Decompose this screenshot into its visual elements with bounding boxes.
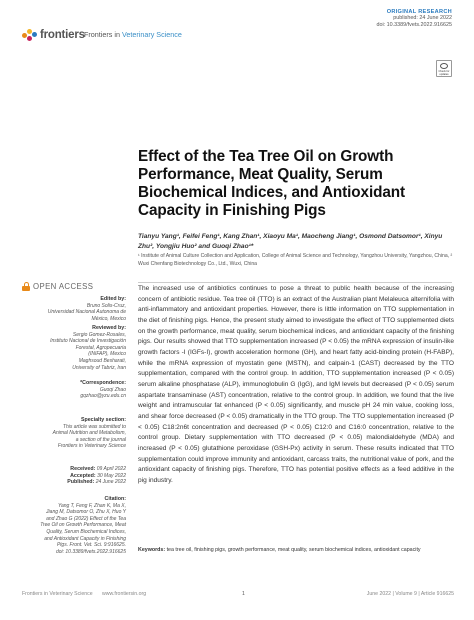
editor-line: Bruno Solis-Cruz, xyxy=(86,302,126,309)
article-doi[interactable]: doi: 10.3389/fvets.2022.916625 xyxy=(376,22,452,28)
frontiers-logo[interactable] xyxy=(22,28,85,42)
specialty-line: Frontiers in Veterinary Science xyxy=(57,443,126,450)
footer-site[interactable]: www.frontiersin.org xyxy=(102,591,147,597)
citation-section xyxy=(16,496,126,555)
correspondence-label: *Correspondence: xyxy=(80,380,126,386)
citation-line: and Zhao G (2022) Effect of the Tea xyxy=(46,515,126,522)
journal-prefix: Frontiers in xyxy=(84,30,120,39)
editor-line: Universidad Nacional Autonoma de xyxy=(47,309,126,316)
article-type: ORIGINAL RESEARCH xyxy=(386,9,452,15)
reviewer-line: (INIFAP), Mexico xyxy=(88,351,126,358)
author-list: Tianyu Yang¹, Feifei Feng¹, Kang Zhan¹, Xiaoyu Ma¹, Maocheng Jiang¹, Osmond Datsomor¹, Xinyu Zhu², Yongjiu Huo² and Guoqi Zhao¹* xyxy=(138,233,443,250)
citation-line: Jiang M, Datsomor O, Zhu X, Huo Y xyxy=(46,509,126,516)
journal-name[interactable] xyxy=(84,30,182,39)
footer-issue: June 2022 | Volume 9 | Article 916625 xyxy=(366,591,454,597)
keywords xyxy=(138,547,454,555)
reviewed-by-section xyxy=(16,325,126,371)
footer-journal: Frontiers in Veterinary Science xyxy=(22,591,93,597)
abstract-text: The increased use of antibiotics continues to pose a threat to public health because of the increasing concern of antibiotic residue. Tea tree oil (TTO) is an extract of the Australian plant Melaleuca alternifolia with anti-inflammatory and antioxidant properties. However, there is little information on TTO supplementation in the diet of finishing pigs. Hence, the present study aimed to investigate the effect of TTO supplemented diets on the growth performance, meat quality, serum biochemical indices, and antioxidant capacity of the finishing pigs. Our results showed that TTO supplementation increased (P < 0.05) the mRNA expression of insulin-like growth factors -I (IGFs-I), growth acceleration hormone (GH), and heart fatty acid-binding protein (H-FABP), while the mRNA expression of myostatin gene (MSTN), and calpain-1 (CAST) decreased by the TTO supplementation, compared with the control group. In addition, TTO supplementation increased (P < 0.05) serum alkaline phosphatase (ALP), immunoglobulin G (IgG), and IgM levels but decreased (P < 0.05) serum aspartate transaminase (AST) concentration, relative to the control group. In addition, we found that the live weight and intramuscular fat enhanced (P < 0.05) significantly, and muscle pH 24 min value, cooking loss, and shear force decreased (P < 0.05) dramatically in the TTO group. The TTO supplementation increased (P < 0.05) C18:2n6t concentration and decreased (P < 0.05) C12:0 and C16:0 concentration, relative to the control group. Dietary supplementation with TTO decreased (P < 0.05) malondialdehyde (MDA) and increased (P < 0.05) glutathione peroxidase (GSH-Px) activity in serum. These results indicated that TTO supplementation could improve immunity and antioxidant, carcass traits, the nutritional value of pork, and the antioxidant capacity of finishing pigs. Therefore, TTO has potential positive effects as a feed additive in the pig industry. xyxy=(138,285,454,484)
keywords-list: tea tree oil, finishing pigs, growth performance, meat quality, serum biochemical indices, antioxidant capacity xyxy=(166,547,421,553)
reviewer-line: Maghsoud Besharati, xyxy=(78,357,126,364)
specialty-line: a section of the journal xyxy=(75,436,126,443)
edited-by-section xyxy=(16,296,126,322)
published-date: published: 24 June 2022 xyxy=(393,15,452,21)
reviewed-by-label: Reviewed by: xyxy=(92,325,126,331)
accepted-label: Accepted: xyxy=(70,472,96,479)
published-label: Published: xyxy=(67,479,95,486)
keywords-label: Keywords: xyxy=(138,547,166,553)
journal-title: Veterinary Science xyxy=(121,30,182,39)
reviewer-line: Instituto Nacional de Investigación xyxy=(50,338,126,345)
edited-by-label: Edited by: xyxy=(100,296,126,302)
title-divider xyxy=(138,282,452,283)
logo-wordmark: frontiers xyxy=(40,29,85,41)
citation-line[interactable]: doi: 10.3389/fvets.2022.916625 xyxy=(55,548,126,555)
citation-line: Pigs. Front. Vet. Sci. 9:916625. xyxy=(56,542,126,549)
published-date-side: 24 June 2022 xyxy=(95,479,126,486)
correspondence-section xyxy=(16,380,126,400)
affiliations: ¹ Institute of Animal Culture Collection and Application, College of Animal Science and Technology, Yangzhou University, Yangzhou, China, ² Wuxi Chenfang Biotechnology Co., Ltd., Wuxi, China xyxy=(138,253,453,267)
correspondent-email[interactable]: gqzhao@yzu.edu.cn xyxy=(80,393,126,400)
received-date: 09 April 2022 xyxy=(96,466,126,472)
check-updates-label: Check for updates xyxy=(438,70,450,76)
reviewer-line: University of Tabriz, Iran xyxy=(72,364,126,371)
specialty-label: Specialty section: xyxy=(80,417,126,423)
citation-line: Yang T, Feng F, Zhan K, Ma X, xyxy=(57,502,126,509)
received-label: Received: xyxy=(70,466,96,472)
check-updates-icon xyxy=(440,63,448,69)
open-access-label xyxy=(22,282,93,291)
correspondent-name: Guoqi Zhao xyxy=(99,386,126,393)
citation-line: and Antioxidant Capacity in Finishing xyxy=(44,535,126,542)
editor-line: México, Mexico xyxy=(91,315,126,322)
dates-section xyxy=(16,466,126,486)
citation-line: Quality, Serum Biochemical Indices, xyxy=(46,528,126,535)
reviewer-line: Forestal, Agropecuaria xyxy=(75,344,126,351)
open-lock-icon xyxy=(22,282,30,291)
specialty-section xyxy=(16,417,126,450)
frontiers-logo-icon xyxy=(22,28,38,42)
citation-line: Tree Oil on Growth Performance, Meat xyxy=(40,522,126,529)
open-access-text: OPEN ACCESS xyxy=(33,282,94,291)
reviewer-line: Sergio Gomez-Rosales, xyxy=(72,331,126,338)
article-title: Effect of the Tea Tree Oil on Growth Performance, Meat Quality, Serum Biochemical Indices, and Antioxidant Capacity in Finishing Pigs xyxy=(138,148,405,219)
citation-label: Citation: xyxy=(104,496,126,502)
specialty-line: This article was submitted to xyxy=(62,423,126,430)
check-for-updates-badge[interactable] xyxy=(436,60,452,77)
specialty-line: Animal Nutrition and Metabolism, xyxy=(52,430,126,437)
article-meta xyxy=(376,9,452,29)
page-header xyxy=(0,0,474,60)
accepted-date: 30 May 2022 xyxy=(97,472,126,479)
page-number: 1 xyxy=(242,591,245,597)
